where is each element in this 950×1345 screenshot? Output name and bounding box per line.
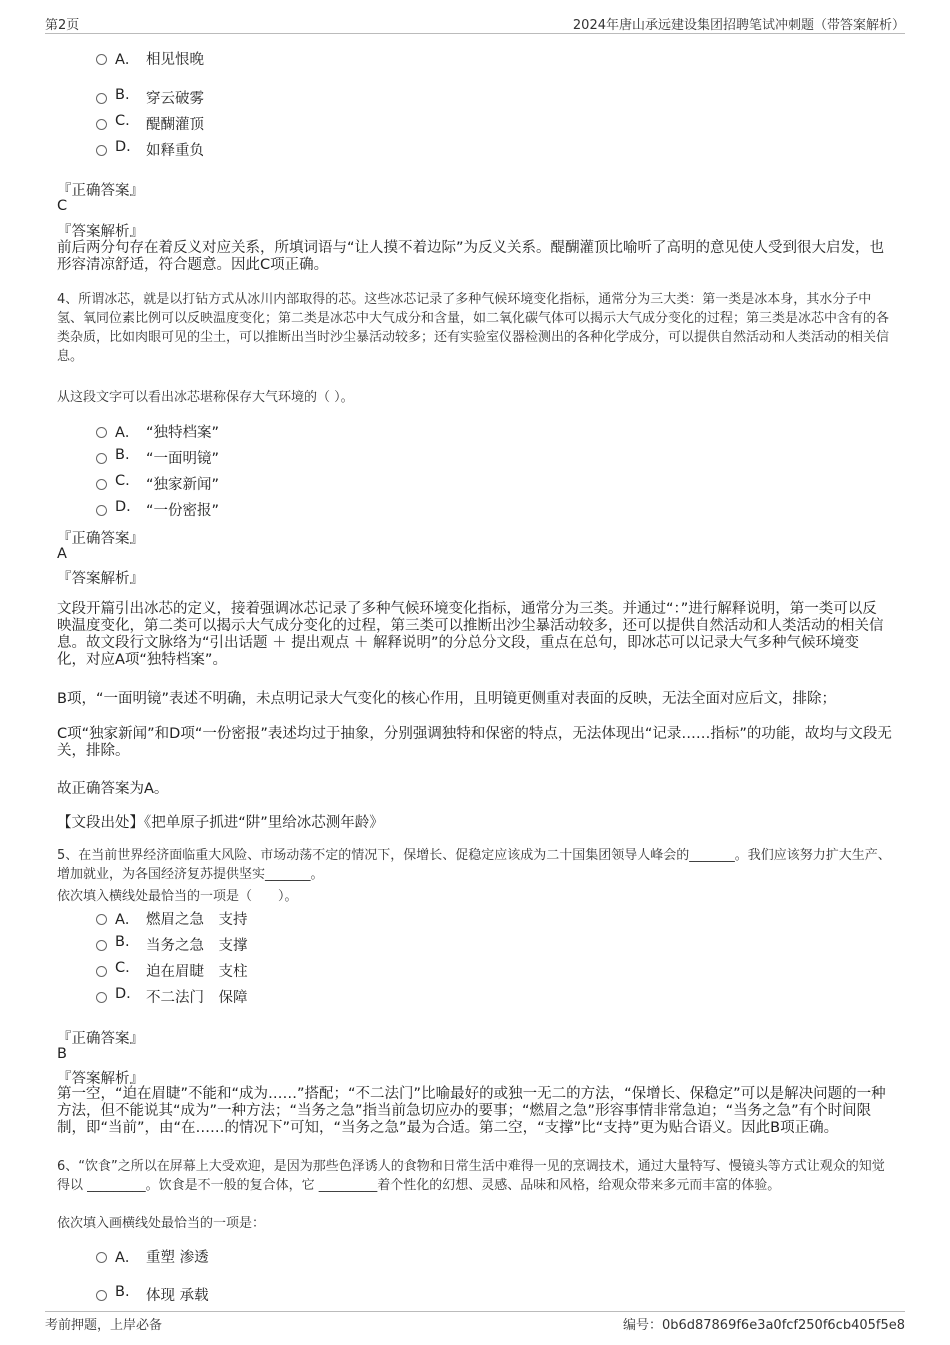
option-text: “独特档案” (146, 425, 220, 441)
footer-divider (45, 1311, 905, 1312)
footer-slogan: 考前押题，上岸必备 (45, 1318, 163, 1333)
document-title: 2024年唐山承远建设集团招聘笔试冲刺题（带答案解析） (572, 18, 905, 33)
radio-icon[interactable] (96, 119, 107, 130)
option-letter: A． (115, 425, 140, 441)
q4-analysis-paragraph-2: B项，“一面明镜”表述不明确，未点明记录大气变化的核心作用，且明镜更侧重对表面的反映，无法全面对应后文，排除； (57, 691, 836, 707)
q5-analysis: 第一空，“迫在眉睫”不能和“成为……”搭配；“不二法门”比喻最好的或独一无二的方法，“保增长、保稳定”可以是解决问题的一种方法，但不能说其“成为”一种方法；“当务之急”指当前急切应办的要事；“燃眉之急”形容事情非常急迫；“当务之急”有个时间限制，即“当前”，由“在……的情况下”可知，“当务之急”最为合适。第二空，“支撑”比“支持”更为贴合语义。因此B项正确。 (57, 1086, 886, 1136)
q6-question: 依次填入画横线处最恰当的一项是： (57, 1216, 266, 1231)
option-text: 当务之急 支撑 (146, 938, 248, 954)
q4-answer-label: 『正确答案』 (57, 531, 144, 547)
option-text: 相见恨晚 (146, 52, 204, 68)
q4-analysis-paragraph-3: C项“独家新闻”和D项“一份密报”表述均过于抽象，分别强调独特和保密的特点，无法体现出“记录……指标”的功能，故均与文段无关，排除。 (57, 726, 892, 759)
q3-answer: C (57, 198, 68, 214)
radio-icon[interactable] (96, 1252, 107, 1263)
radio-icon[interactable] (96, 93, 107, 104)
q4-analysis-paragraph-1: 文段开篇引出冰芯的定义，接着强调冰芯记录了多种气候环境变化指标，通常分为三类。并通过“：”进行解释说明，第一类可以反映温度变化，第二类可以揭示大气成分变化的过程，第三类可以推断出沙尘暴活动较多，还可以提供自然活动和人类活动的相关信息。故文段行文脉络为“引出话题 ＋ 提出观点 ＋ 解释说明”的分总分文段，重点在总句，即冰芯可以记录大气多种气候环境变化，对应A项“独特档案”。 (57, 601, 884, 668)
q4-question: 从这段文字可以看出冰芯堪称保存大气环境的（ ）。 (57, 390, 354, 405)
option-text: 如释重负 (146, 143, 204, 159)
radio-icon[interactable] (96, 427, 107, 438)
q5-analysis-label: 『答案解析』 (57, 1071, 144, 1087)
option-text: 重塑 渗透 (146, 1250, 209, 1266)
q3-answer-label: 『正确答案』 (57, 183, 144, 199)
option-letter: D. (115, 986, 131, 1002)
q4-analysis-conclusion: 故正确答案为A。 (57, 781, 169, 797)
option-letter: D. (115, 139, 131, 155)
q4-analysis-label: 『答案解析』 (57, 571, 144, 587)
q5-answer-label: 『正确答案』 (57, 1031, 144, 1047)
option-text: 穿云破雾 (146, 91, 204, 107)
option-text: 体现 承载 (146, 1288, 209, 1304)
option-letter: B. (115, 934, 130, 950)
option-text: “一面明镜” (146, 451, 220, 467)
radio-icon[interactable] (96, 453, 107, 464)
option-letter: B. (115, 1284, 130, 1300)
document-id: 编号：0b6d87869f6e3a0fcf250f6cb405f5e8 (622, 1318, 905, 1333)
radio-icon[interactable] (96, 940, 107, 951)
q3-analysis: 前后两分句存在着反义对应关系，所填词语与“让人摸不着边际”为反义关系。醍醐灌顶比喻听了高明的意见使人受到很大启发，也形容清凉舒适，符合题意。因此C项正确。 (57, 240, 885, 273)
radio-icon[interactable] (96, 145, 107, 156)
option-letter: C. (115, 473, 130, 489)
option-text: 不二法门 保障 (146, 990, 248, 1006)
radio-icon[interactable] (96, 914, 107, 925)
radio-icon[interactable] (96, 505, 107, 516)
q5-answer: B (57, 1046, 67, 1062)
q5-question: 依次填入横线处最恰当的一项是（ ）。 (57, 889, 298, 904)
option-letter: A． (115, 52, 140, 68)
radio-icon[interactable] (96, 1290, 107, 1301)
q4-answer: A (57, 546, 67, 562)
q5-passage: 5、在当前世界经济面临重大风险、市场动荡不定的情况下，保增长、促稳定应该成为二十国集团领导人峰会的_______。我们应该努力扩大生产、增加就业，为各国经济复苏提供坚实_______。 (57, 848, 891, 882)
option-letter: B. (115, 447, 130, 463)
radio-icon[interactable] (96, 992, 107, 1003)
q3-analysis-label: 『答案解析』 (57, 224, 144, 240)
option-text: 燃眉之急 支持 (146, 912, 248, 928)
page-number: 第2页 (45, 18, 80, 33)
option-text: “独家新闻” (146, 477, 220, 493)
q6-passage: 6、“饮食”之所以在屏幕上大受欢迎，是因为那些色泽诱人的食物和日常生活中难得一见的烹调技术，通过大量特写、慢镜头等方式让观众的知觉得以 _________。饮食是不一般的复合体，它 _________着个性化的幻想、灵感、品味和风格，给观众带来多元而丰富的体验。 (57, 1159, 885, 1193)
option-text: 迫在眉睫 支柱 (146, 964, 248, 980)
option-text: 醍醐灌顶 (146, 117, 204, 133)
header-divider (45, 33, 905, 34)
q4-source: 【文段出处】《把单原子抓进“阱”里给冰芯测年龄》 (57, 815, 384, 831)
option-letter: D. (115, 499, 131, 515)
option-letter: C. (115, 113, 130, 129)
option-letter: B. (115, 87, 130, 103)
radio-icon[interactable] (96, 479, 107, 490)
radio-icon[interactable] (96, 966, 107, 977)
option-text: “一份密报” (146, 503, 220, 519)
radio-icon[interactable] (96, 54, 107, 65)
option-letter: A． (115, 912, 140, 928)
option-letter: A． (115, 1250, 140, 1266)
q4-passage: 4、所谓冰芯，就是以打钻方式从冰川内部取得的芯。这些冰芯记录了多种气候环境变化指标，通常分为三大类：第一类是冰本身，其水分子中氢、氧同位素比例可以反映温度变化；第二类是冰芯中大气成分和含量，如二氧化碳气体可以揭示大气成分变化的过程；第三类是冰芯中含有的各类杂质，比如肉眼可见的尘土，可以推断出当时沙尘暴活动较多；还有实验室仪器检测出的各种化学成分，可以提供自然活动和人类活动的相关信息。 (57, 292, 890, 364)
option-letter: C. (115, 960, 130, 976)
